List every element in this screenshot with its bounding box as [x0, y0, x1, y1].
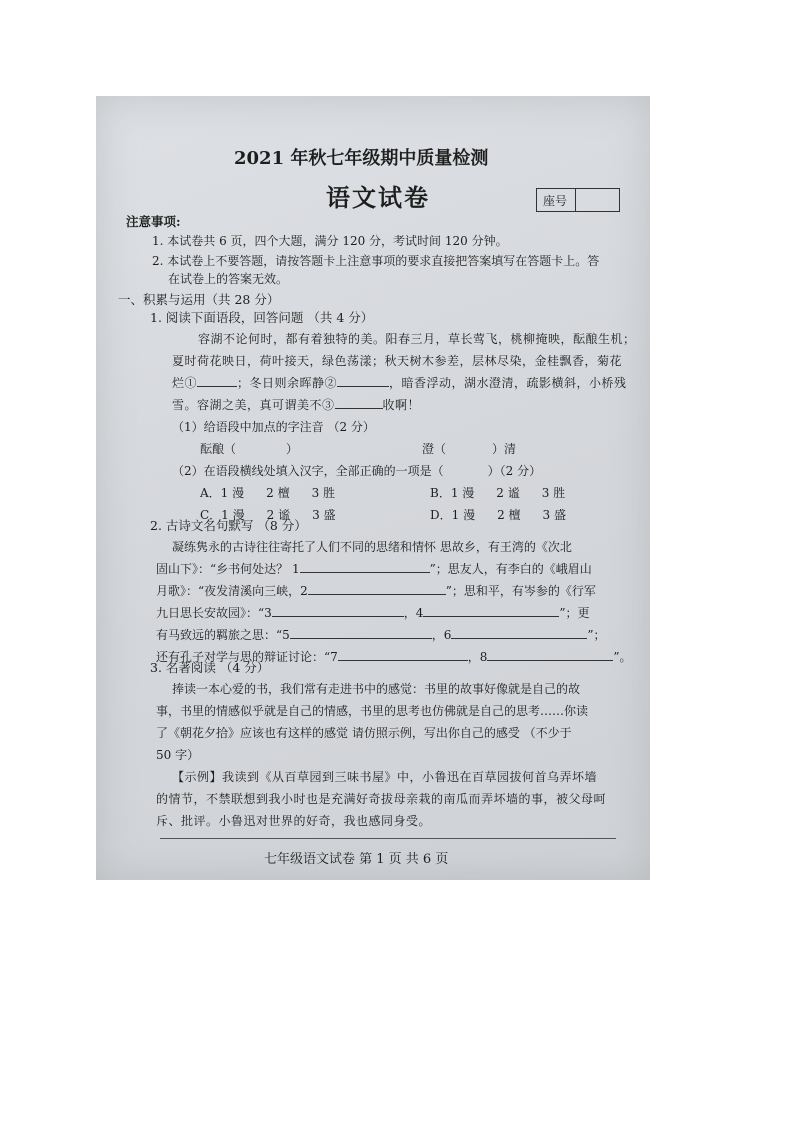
note-item-2-cont: 在试卷上的答案无效。 — [168, 272, 289, 286]
note-item-2: 2. 本试卷上不要答题，请按答题卡上注意事项的要求直接把答案填写在答题卡上。答 — [152, 254, 600, 268]
q2-line-1: 凝练隽永的古诗往往寄托了人们不同的思绪和情怀 思故乡，有王湾的《次北 — [172, 540, 572, 554]
option-c: C．1 漫 2 谧 3 盛 — [200, 508, 336, 522]
notes-heading: 注意事项: — [126, 214, 181, 229]
blank-3-label: 雪。容湖之美，真可谓美不③ — [172, 398, 335, 412]
pinyin-item-a: 酝酿（ ） — [200, 442, 299, 456]
q3-example-line-1: 【示例】我读到《从百草园到三味书屋》中，小鲁迅在百草园拔何首乌弄坏墙 — [172, 770, 598, 784]
option-b: B．1 漫 2 谧 3 胜 — [430, 486, 566, 500]
q2-line-6: 还有孔子对学与思的辩证讨论：“7 ，8 ”。 — [156, 650, 632, 664]
exam-page-photo — [96, 96, 650, 880]
q1-passage-line-2: 夏时荷花映日，荷叶接天，绿色荡漾；秋天树木参差，层林尽染，金桂飘香，菊花 — [172, 354, 623, 368]
q3-line-4: 50 字） — [156, 748, 200, 762]
q1-sub2: （2）在语段横线处填入汉字，全部正确的一项是（ ）（2 分） — [172, 464, 542, 478]
blank-2-label: ；冬日则余晖静② — [237, 376, 338, 390]
blank-1 — [197, 374, 237, 387]
q2-line-4: 九日思长安故园》：“3 ，4 ”；更 — [156, 606, 590, 620]
page-footer: 七年级语文试卷 第 1 页 共 6 页 — [264, 852, 449, 867]
q1-passage-line-4 — [172, 396, 420, 413]
pinyin-item-b: 澄（ ）清 — [422, 442, 517, 456]
note-item-1: 1. 本试卷共 6 页，四个大题，满分 120 分，考试时间 120 分钟。 — [152, 234, 508, 248]
passage-line-4-rest: 收啊！ — [382, 398, 421, 412]
seat-divider — [575, 189, 576, 211]
q2-heading: 2. 古诗文名句默写 （8 分） — [150, 518, 307, 533]
seat-number-box — [536, 188, 620, 212]
q3-line-2: 事，书里的情感似乎就是自己的情感，书里的思考也仿佛就是自己的思考……你读 — [156, 704, 589, 718]
passage-line-3-rest: ，暗香浮动，湖水澄清，疏影横斜，小桥残 — [389, 376, 627, 390]
exam-title: 2021 年秋七年级期中质量检测 — [234, 148, 489, 169]
blank-3 — [335, 396, 383, 409]
q1-passage-line-1: 容湖不论何时，都有着独特的美。阳春三月，草长莺飞，桃柳掩映，酝酿生机； — [198, 332, 636, 346]
exam-subtitle: 语文试卷 — [326, 183, 430, 212]
footer-divider — [160, 838, 616, 839]
section1-heading: 一、积累与运用（共 28 分） — [118, 292, 280, 307]
q1-passage-line-3 — [172, 374, 627, 391]
blank-2 — [337, 374, 389, 387]
blank-1-label: 烂① — [172, 376, 198, 390]
q1-sub1: （1）给语段中加点的字注音 （2 分） — [172, 420, 375, 434]
q2-line-3: 月歌》：“夜发清溪向三峡，2 ”；思和平，有岑参的《行军 — [156, 584, 596, 598]
q3-line-3: 了《朝花夕拾》应该也有这样的感觉 请仿照示例，写出你自己的感受 （不少于 — [156, 726, 572, 740]
q3-heading: 3. 名著阅读 （4 分） — [150, 660, 270, 675]
q1-heading: 1. 阅读下面语段，回答问题 （共 4 分） — [150, 310, 374, 325]
q3-line-1: 捧读一本心爱的书，我们常有走进书中的感觉：书里的故事好像就是自己的故 — [172, 682, 581, 696]
q2-line-5: 有马致远的羁旅之思：“5 ，6 ”； — [156, 628, 606, 642]
option-a: A．1 漫 2 檀 3 胜 — [200, 486, 336, 500]
q3-example-line-3: 斥、批评。小鲁迅对世界的好奇，我也感同身受。 — [156, 814, 432, 828]
option-d: D．1 漫 2 檀 3 盛 — [430, 508, 566, 522]
seat-label: 座号 — [543, 194, 568, 208]
q2-line-2: 固山下》：“乡书何处达？ 1 ”；思友人，有李白的《峨眉山 — [156, 562, 592, 576]
q3-example-line-2: 的情节，不禁联想到我小时也是充满好奇拔母亲栽的南瓜而弄坏墙的事，被父母呵 — [156, 792, 607, 806]
